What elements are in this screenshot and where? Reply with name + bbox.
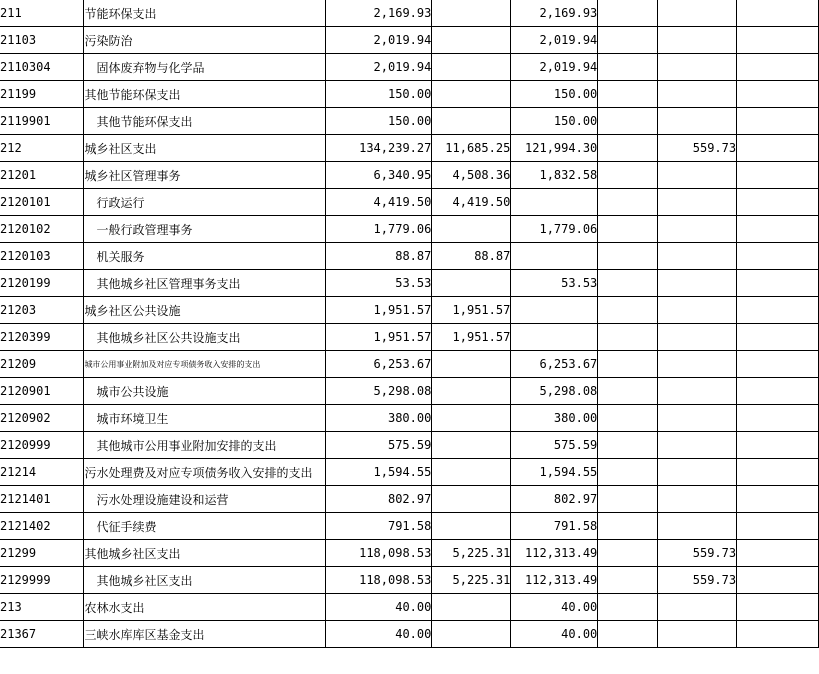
table-row [0, 324, 819, 351]
cell-basic-expense[interactable]: 5,225.31 [432, 567, 511, 594]
cell-col8[interactable] [737, 432, 819, 459]
cell-col6[interactable] [598, 189, 658, 216]
cell-col8[interactable] [737, 81, 819, 108]
cell-code[interactable]: 2120902 [0, 405, 84, 432]
cell-name[interactable]: 城乡社区管理事务 [84, 162, 326, 189]
cell-col6[interactable] [598, 135, 658, 162]
cell-col7[interactable]: 559.73 [658, 567, 737, 594]
cell-col6[interactable] [598, 621, 658, 648]
cell-total[interactable]: 1,779.06 [326, 216, 432, 243]
cell-col6[interactable] [598, 108, 658, 135]
cell-col7[interactable] [658, 243, 737, 270]
cell-col7[interactable] [658, 108, 737, 135]
cell-project-expense[interactable]: 121,994.30 [511, 135, 598, 162]
cell-total[interactable]: 4,419.50 [326, 189, 432, 216]
cell-total[interactable]: 118,098.53 [326, 540, 432, 567]
cell-code[interactable]: 21103 [0, 27, 84, 54]
cell-col6[interactable] [598, 486, 658, 513]
cell-col6[interactable] [598, 81, 658, 108]
cell-col6[interactable] [598, 324, 658, 351]
cell-project-expense[interactable]: 791.58 [511, 513, 598, 540]
cell-col8[interactable] [737, 27, 819, 54]
table-row [0, 54, 819, 81]
cell-name[interactable]: 城市公用事业附加及对应专项债务收入安排的支出 [84, 351, 326, 378]
cell-project-expense[interactable]: 2,169.93 [511, 0, 598, 27]
cell-project-expense[interactable]: 53.53 [511, 270, 598, 297]
cell-total[interactable]: 40.00 [326, 621, 432, 648]
cell-basic-expense[interactable] [432, 459, 511, 486]
cell-name[interactable]: 其他城乡社区管理事务支出 [84, 270, 326, 297]
cell-project-expense[interactable] [511, 324, 598, 351]
cell-total[interactable]: 53.53 [326, 270, 432, 297]
table-row [0, 351, 819, 378]
cell-code[interactable]: 21299 [0, 540, 84, 567]
cell-project-expense[interactable]: 40.00 [511, 621, 598, 648]
cell-col8[interactable] [737, 162, 819, 189]
cell-col6[interactable] [598, 216, 658, 243]
cell-col7[interactable] [658, 459, 737, 486]
cell-col6[interactable] [598, 378, 658, 405]
cell-project-expense[interactable] [511, 243, 598, 270]
cell-total[interactable]: 380.00 [326, 405, 432, 432]
table-row [0, 270, 819, 297]
cell-project-expense[interactable]: 1,832.58 [511, 162, 598, 189]
cell-name[interactable]: 三峡水库库区基金支出 [84, 621, 326, 648]
cell-name[interactable]: 污染防治 [84, 27, 326, 54]
cell-col8[interactable] [737, 405, 819, 432]
cell-total[interactable]: 2,019.94 [326, 54, 432, 81]
cell-col7[interactable] [658, 351, 737, 378]
cell-total[interactable]: 118,098.53 [326, 567, 432, 594]
cell-total[interactable]: 150.00 [326, 108, 432, 135]
cell-col6[interactable] [598, 351, 658, 378]
cell-total[interactable]: 1,951.57 [326, 324, 432, 351]
cell-name[interactable]: 固体废弃物与化学品 [84, 54, 326, 81]
cell-col8[interactable] [737, 54, 819, 81]
cell-project-expense[interactable]: 2,019.94 [511, 54, 598, 81]
cell-name[interactable]: 其他城市公用事业附加安排的支出 [84, 432, 326, 459]
cell-col7[interactable] [658, 189, 737, 216]
cell-total[interactable]: 150.00 [326, 81, 432, 108]
cell-basic-expense[interactable] [432, 594, 511, 621]
cell-code[interactable]: 2120901 [0, 378, 84, 405]
cell-col7[interactable] [658, 378, 737, 405]
cell-code[interactable]: 21199 [0, 81, 84, 108]
cell-col6[interactable] [598, 513, 658, 540]
cell-name[interactable]: 节能环保支出 [84, 0, 326, 27]
cell-total[interactable]: 2,019.94 [326, 27, 432, 54]
cell-col7[interactable]: 559.73 [658, 540, 737, 567]
table-row [0, 0, 819, 27]
bottom-edge-marks [728, 654, 819, 674]
cell-total[interactable]: 2,169.93 [326, 0, 432, 27]
cell-col7[interactable] [658, 216, 737, 243]
cell-total[interactable]: 1,594.55 [326, 459, 432, 486]
table-row [0, 594, 819, 621]
cell-name[interactable]: 其他城乡社区支出 [84, 567, 326, 594]
cell-col8[interactable] [737, 351, 819, 378]
cell-basic-expense[interactable] [432, 351, 511, 378]
table-row [0, 81, 819, 108]
cell-code[interactable]: 21214 [0, 459, 84, 486]
cell-code[interactable]: 21201 [0, 162, 84, 189]
cell-code[interactable]: 2120399 [0, 324, 84, 351]
table-row [0, 621, 819, 648]
cell-name[interactable]: 农林水支出 [84, 594, 326, 621]
cell-col8[interactable] [737, 216, 819, 243]
cell-name[interactable]: 行政运行 [84, 189, 326, 216]
cell-name[interactable]: 其他节能环保支出 [84, 108, 326, 135]
cell-col6[interactable] [598, 432, 658, 459]
cell-name[interactable]: 机关服务 [84, 243, 326, 270]
cell-col7[interactable] [658, 0, 737, 27]
cell-code[interactable]: 211 [0, 0, 84, 27]
cell-code[interactable]: 2119901 [0, 108, 84, 135]
cell-basic-expense[interactable] [432, 270, 511, 297]
cell-col8[interactable] [737, 189, 819, 216]
cell-project-expense[interactable]: 1,779.06 [511, 216, 598, 243]
table-row [0, 378, 819, 405]
table-row [0, 405, 819, 432]
cell-col7[interactable] [658, 81, 737, 108]
cell-name[interactable]: 一般行政管理事务 [84, 216, 326, 243]
cell-project-expense[interactable]: 380.00 [511, 405, 598, 432]
cell-col6[interactable] [598, 0, 658, 27]
cell-code[interactable]: 2129999 [0, 567, 84, 594]
cell-col8[interactable] [737, 459, 819, 486]
cell-project-expense[interactable]: 2,019.94 [511, 27, 598, 54]
cell-code[interactable]: 21209 [0, 351, 84, 378]
cell-name[interactable]: 污水处理设施建设和运营 [84, 486, 326, 513]
cell-name[interactable]: 城市公共设施 [84, 378, 326, 405]
cell-code[interactable]: 213 [0, 594, 84, 621]
cell-total[interactable]: 5,298.08 [326, 378, 432, 405]
cell-col8[interactable] [737, 297, 819, 324]
table-row [0, 297, 819, 324]
cell-basic-expense[interactable] [432, 378, 511, 405]
cell-col6[interactable] [598, 405, 658, 432]
cell-code[interactable]: 21203 [0, 297, 84, 324]
cell-total[interactable]: 791.58 [326, 513, 432, 540]
cell-col7[interactable] [658, 27, 737, 54]
cell-total[interactable]: 40.00 [326, 594, 432, 621]
cell-project-expense[interactable]: 5,298.08 [511, 378, 598, 405]
cell-basic-expense[interactable] [432, 54, 511, 81]
cell-basic-expense[interactable] [432, 0, 511, 27]
cell-col8[interactable] [737, 270, 819, 297]
cell-code[interactable]: 21367 [0, 621, 84, 648]
table-row [0, 243, 819, 270]
cell-col8[interactable] [737, 135, 819, 162]
cell-project-expense[interactable] [511, 297, 598, 324]
cell-basic-expense[interactable] [432, 405, 511, 432]
cell-col6[interactable] [598, 459, 658, 486]
cell-col7[interactable] [658, 54, 737, 81]
cell-total[interactable]: 1,951.57 [326, 297, 432, 324]
cell-col8[interactable] [737, 540, 819, 567]
cell-col6[interactable] [598, 162, 658, 189]
cell-project-expense[interactable]: 112,313.49 [511, 540, 598, 567]
cell-col6[interactable] [598, 243, 658, 270]
cell-col7[interactable] [658, 432, 737, 459]
cell-name[interactable]: 其他节能环保支出 [84, 81, 326, 108]
cell-total[interactable]: 88.87 [326, 243, 432, 270]
cell-code[interactable]: 2121402 [0, 513, 84, 540]
cell-basic-expense[interactable]: 5,225.31 [432, 540, 511, 567]
cell-basic-expense[interactable]: 4,419.50 [432, 189, 511, 216]
cell-name[interactable]: 城乡社区支出 [84, 135, 326, 162]
cell-basic-expense[interactable]: 1,951.57 [432, 324, 511, 351]
cell-col8[interactable] [737, 513, 819, 540]
cell-code[interactable]: 2120103 [0, 243, 84, 270]
cell-basic-expense[interactable] [432, 81, 511, 108]
cell-project-expense[interactable]: 40.00 [511, 594, 598, 621]
cell-total[interactable]: 134,239.27 [326, 135, 432, 162]
cell-col7[interactable] [658, 297, 737, 324]
cell-basic-expense[interactable]: 88.87 [432, 243, 511, 270]
cell-project-expense[interactable]: 6,253.67 [511, 351, 598, 378]
cell-basic-expense[interactable] [432, 621, 511, 648]
cell-total[interactable]: 6,340.95 [326, 162, 432, 189]
cell-col8[interactable] [737, 378, 819, 405]
table-row [0, 162, 819, 189]
cell-basic-expense[interactable]: 11,685.25 [432, 135, 511, 162]
cell-total[interactable]: 802.97 [326, 486, 432, 513]
table-row [0, 567, 819, 594]
cell-project-expense[interactable]: 150.00 [511, 81, 598, 108]
cell-name[interactable]: 代征手续费 [84, 513, 326, 540]
cell-col8[interactable] [737, 621, 819, 648]
cell-basic-expense[interactable]: 4,508.36 [432, 162, 511, 189]
cell-col7[interactable] [658, 486, 737, 513]
cell-code[interactable]: 2120199 [0, 270, 84, 297]
cell-project-expense[interactable] [511, 189, 598, 216]
cell-col8[interactable] [737, 243, 819, 270]
cell-col7[interactable] [658, 594, 737, 621]
cell-col7[interactable] [658, 162, 737, 189]
cell-col7[interactable] [658, 621, 737, 648]
cell-basic-expense[interactable] [432, 216, 511, 243]
table-row [0, 108, 819, 135]
cell-col6[interactable] [598, 270, 658, 297]
cell-col8[interactable] [737, 0, 819, 27]
cell-code[interactable]: 2120999 [0, 432, 84, 459]
cell-basic-expense[interactable] [432, 108, 511, 135]
cell-col6[interactable] [598, 54, 658, 81]
cell-project-expense[interactable]: 112,313.49 [511, 567, 598, 594]
cell-col7[interactable] [658, 324, 737, 351]
cell-project-expense[interactable]: 575.59 [511, 432, 598, 459]
cell-col8[interactable] [737, 108, 819, 135]
cell-project-expense[interactable]: 802.97 [511, 486, 598, 513]
cell-code[interactable]: 2121401 [0, 486, 84, 513]
cell-basic-expense[interactable] [432, 513, 511, 540]
cell-col8[interactable] [737, 486, 819, 513]
cell-code[interactable]: 2120101 [0, 189, 84, 216]
cell-project-expense[interactable]: 1,594.55 [511, 459, 598, 486]
table-row [0, 27, 819, 54]
table-row [0, 459, 819, 486]
table-row [0, 216, 819, 243]
table-row [0, 432, 819, 459]
cell-name[interactable]: 其他城乡社区公共设施支出 [84, 324, 326, 351]
cell-col7[interactable] [658, 513, 737, 540]
cell-col8[interactable] [737, 324, 819, 351]
cell-total[interactable]: 6,253.67 [326, 351, 432, 378]
cell-code[interactable]: 2120102 [0, 216, 84, 243]
cell-basic-expense[interactable] [432, 486, 511, 513]
cell-col6[interactable] [598, 594, 658, 621]
cell-code[interactable]: 212 [0, 135, 84, 162]
cell-name[interactable]: 城市环境卫生 [84, 405, 326, 432]
cell-total[interactable]: 575.59 [326, 432, 432, 459]
cell-code[interactable]: 2110304 [0, 54, 84, 81]
cell-basic-expense[interactable] [432, 27, 511, 54]
table-row [0, 486, 819, 513]
cell-name[interactable]: 污水处理费及对应专项债务收入安排的支出 [84, 459, 326, 486]
cell-col7[interactable] [658, 405, 737, 432]
cell-project-expense[interactable]: 150.00 [511, 108, 598, 135]
table-row [0, 135, 819, 162]
cell-col8[interactable] [737, 594, 819, 621]
cell-name[interactable]: 城乡社区公共设施 [84, 297, 326, 324]
cell-col6[interactable] [598, 540, 658, 567]
cell-col7[interactable] [658, 270, 737, 297]
cell-col8[interactable] [737, 567, 819, 594]
cell-name[interactable]: 其他城乡社区支出 [84, 540, 326, 567]
table-row [0, 189, 819, 216]
cell-basic-expense[interactable] [432, 432, 511, 459]
table-row [0, 540, 819, 567]
cell-col6[interactable] [598, 567, 658, 594]
cell-basic-expense[interactable]: 1,951.57 [432, 297, 511, 324]
table-row [0, 513, 819, 540]
cell-col7[interactable]: 559.73 [658, 135, 737, 162]
cell-col6[interactable] [598, 27, 658, 54]
cell-col6[interactable] [598, 297, 658, 324]
